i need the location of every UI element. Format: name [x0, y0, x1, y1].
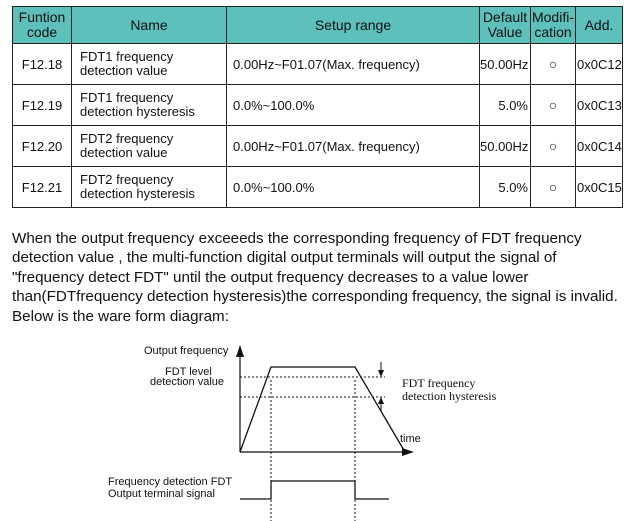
header-function-code: Funtion code — [13, 7, 72, 44]
cell-default: 50.00Hz — [480, 44, 531, 85]
table-row — [13, 44, 623, 85]
hysteresis-label-line2: detection hysteresis — [402, 389, 497, 403]
cell-address: 0x0C15 — [576, 167, 623, 208]
fdt-waveform-diagram — [0, 330, 624, 521]
arrow-up-icon — [378, 397, 384, 404]
cell-name: FDT1 frequency detection hysteresis — [72, 85, 227, 126]
table-row — [13, 85, 623, 126]
header-default-value: Default Value — [480, 7, 531, 44]
cell-modification: ○ — [531, 126, 576, 167]
signal-label-line1: Frequency detection FDT — [108, 476, 233, 488]
cell-address: 0x0C12 — [576, 44, 623, 85]
cell-range: 0.00Hz~F01.07(Max. frequency) — [227, 126, 480, 167]
fdt-level-label-line2: detection value — [150, 376, 224, 388]
cell-range: 0.00Hz~F01.07(Max. frequency) — [227, 44, 480, 85]
table-row — [13, 167, 623, 208]
header-modification: Modifi- cation — [531, 7, 576, 44]
cell-default: 50.00Hz — [480, 126, 531, 167]
cell-name: FDT1 frequency detection value — [72, 44, 227, 85]
terminal-signal-waveform — [240, 481, 389, 499]
cell-range: 0.0%~100.0% — [227, 85, 480, 126]
header-name: Name — [72, 7, 227, 44]
cell-name: FDT2 frequency detection value — [72, 126, 227, 167]
table-row — [13, 126, 623, 167]
cell-default: 5.0% — [480, 167, 531, 208]
parameter-table — [12, 6, 623, 208]
table-header-row — [13, 7, 623, 44]
signal-label-line2: Output terminal signal — [108, 488, 215, 500]
cell-name: FDT2 frequency detection hysteresis — [72, 167, 227, 208]
time-label: time — [400, 433, 421, 445]
cell-modification: ○ — [531, 85, 576, 126]
y-axis-label: Output frequency — [144, 345, 229, 357]
output-frequency-curve — [240, 367, 405, 452]
cell-code: F12.18 — [13, 44, 72, 85]
cell-modification: ○ — [531, 44, 576, 85]
y-axis-arrow-icon — [236, 345, 244, 357]
cell-address: 0x0C13 — [576, 85, 623, 126]
description-paragraph: When the output frequency exceeeds the corresponding frequency of FDT frequency detection value , the multi-function digital output terminals will output the signal of "frequency detect FDT" until the output frequency decreases to a value lower than(FDTfrequency detection hysteresis)the corresponding frequency, the signal is invalid. Below is the ware form diagram: — [12, 230, 618, 325]
header-setup-range: Setup range — [227, 7, 480, 44]
cell-code: F12.21 — [13, 167, 72, 208]
fdt-level-label-line1: FDT level — [165, 366, 212, 378]
cell-address: 0x0C14 — [576, 126, 623, 167]
hysteresis-label-line1: FDT frequency — [402, 376, 476, 390]
cell-default: 5.0% — [480, 85, 531, 126]
cell-range: 0.0%~100.0% — [227, 167, 480, 208]
cell-modification: ○ — [531, 167, 576, 208]
arrow-down-icon — [378, 370, 384, 377]
cell-code: F12.20 — [13, 126, 72, 167]
header-address: Add. — [576, 7, 623, 44]
cell-code: F12.19 — [13, 85, 72, 126]
